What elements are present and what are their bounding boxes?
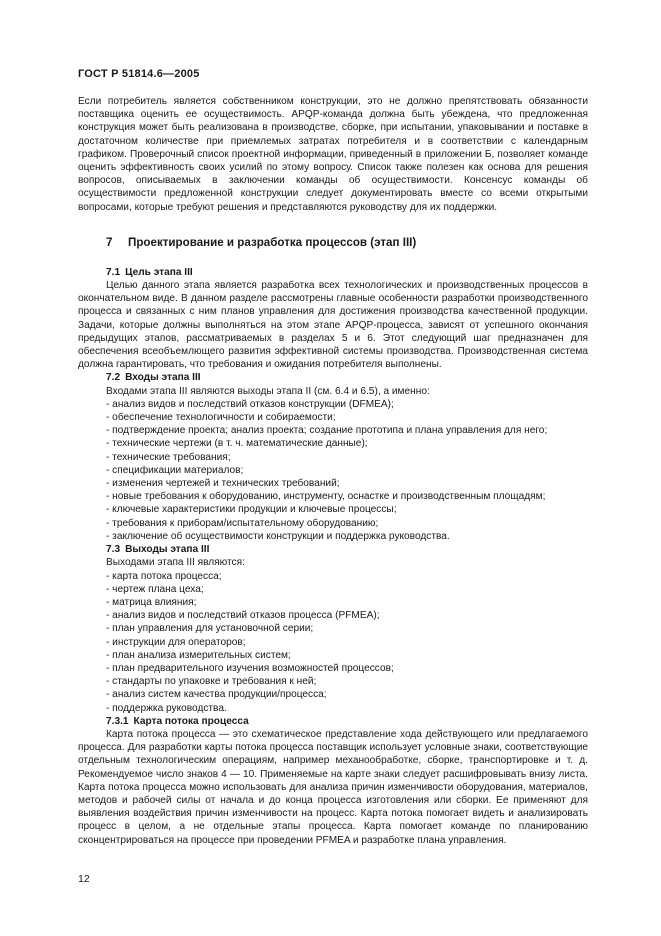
section-7-number: 7 [106,235,113,249]
list-item: - технические требования; [106,451,231,463]
list-item: - карта потока процесса; [106,570,222,582]
list-item: - подтверждение проекта; анализ проекта; создание прототипа и плана управления для него; [106,425,548,437]
list-item: - изменения чертежей и технических требований; [106,478,340,490]
subsection-7-1-text: Целью данного этапа является разработка всех технологических и производственных процессов в окончательном виде. В данном разделе рассмотрены главные особенности разработки производственного процесса и связанных с ним планов управления для достижения производства качественной продукции. Задачи, которые должны выполняться на этом этапе APQP-процесса, зависят от успешного окончания предыдущих этапов, рассматриваемых в разделах 5 и 6. Этот следующий шаг предназначен для обеспечения всеобъемлющего развития эффективной системы производства. Производственная система должна гарантировать, что требования и ожидания потребителя выполнены. [78,280,588,371]
subsection-7-1-heading [78,266,588,279]
list-item: - план управления для установочной серии; [106,623,314,635]
list-item: - анализ видов и последствий отказов процесса (PFMEA); [106,610,380,622]
subsection-number: 7.2 [106,372,121,384]
subsection-7-2-lead: Входами этапа III являются выходы этапа II (см. 6.4 и 6.5), а именно: [106,385,430,397]
subsection-7-3-1-heading [78,715,588,728]
subsection-number: 7.1 [106,266,121,278]
list-item: - инструкции для операторов; [106,636,246,648]
list-item: - обеспечение технологичности и собираемости; [106,412,336,424]
list-item: - технические чертежи (в т. ч. математические данные); [106,438,368,450]
subsection-number: 7.3 [106,544,121,556]
intro-paragraph: Если потребитель является собственником конструкции, это не должно препятствовать обязанности поставщика оценить ее осуществимость. APQP-команда должна быть убеждена, что предложенная конструкция может быть реализована в производстве, сборке, при испытании, упаковывании и поставке в достаточном количестве при приемлемых затратах потребителя и в соответствии с календарным графиком. Проверочный список проектной информации, приведенный в приложении Б, позволяет команде оценить эффективность своих усилий по этому вопросу. Список также полезен как основа для решения вопросов, описываемых в заключении команды об осуществимости. Консенсус команды об осуществимости предложенной конструкции следует документировать вместе со всеми открытыми вопросами, которые требуют решения и представляются руководству для их поддержки. [78,96,588,213]
subsection-title: Входы этапа III [125,372,201,384]
document-body [78,95,588,847]
section-7-heading [78,235,588,250]
subsection-title: Цель этапа III [125,266,193,278]
subsection-title: Карта потока процесса [133,715,249,727]
subsection-7-2-heading [78,371,588,384]
list-item: - ключевые характеристики продукции и ключевые процессы; [106,504,397,516]
list-item: - требования к приборам/испытательному оборудованию; [106,517,379,529]
subsection-7-3-1-text: Карта потока процесса — это схематическое представление хода действующего или предлагаемого процесса. Для разработки карты потока процесса поставщик использует условные знаки, соответствующие отдельным технологическим операциям, например механообработке, сборке, транспортировке и т. д. Рекомендуемое число знаков 4 — 10. Применяемые на карте знаки следует расшифровывать внизу листа. Карта потока процесса можно использовать для анализа причин изменчивости оборудования, материалов, методов и рабочей силы от начала и до конца процесса изготовления или сборки. Ее применяют для выявления воздействия причин изменчивости на процесс. Карта потока помогает видеть и анализировать процесс в целом, а не отдельные этапы процесса. Карта помогает команде по планированию сконцентрироваться на процессе при проведении PFMEA и разработке плана управления. [78,728,588,846]
list-item: - план анализа измерительных систем; [106,649,291,661]
page-number: 12 [78,873,90,885]
list-item: - заключение об осуществимости конструкции и поддержка руководства. [106,530,450,542]
section-7-title: Проектирование и разработка процессов (этап III) [128,235,417,249]
list-item: - матрица влияния; [106,596,197,608]
list-item: - анализ систем качества продукции/процесса; [106,689,327,701]
list-item: - чертеж плана цеха; [106,583,204,595]
list-item: - анализ видов и последствий отказов конструкции (DFMEA); [106,398,394,410]
list-item: - поддержка руководства. [106,702,227,714]
list-item: - план предварительного изучения возможностей процессов; [106,662,394,674]
subsection-title: Выходы этапа III [125,544,210,556]
subsection-7-3-lead: Выходами этапа III являются: [106,557,245,569]
list-item: - стандарты по упаковке и требования к ней; [106,676,317,688]
subsection-number: 7.3.1 [106,715,129,727]
subsection-7-3-heading [78,543,588,556]
list-item: - новые требования к оборудованию, инструменту, оснастке и производственным площадям; [106,491,546,503]
document-header: ГОСТ Р 51814.6—2005 [78,68,200,80]
list-item: - спецификации материалов; [106,464,244,476]
